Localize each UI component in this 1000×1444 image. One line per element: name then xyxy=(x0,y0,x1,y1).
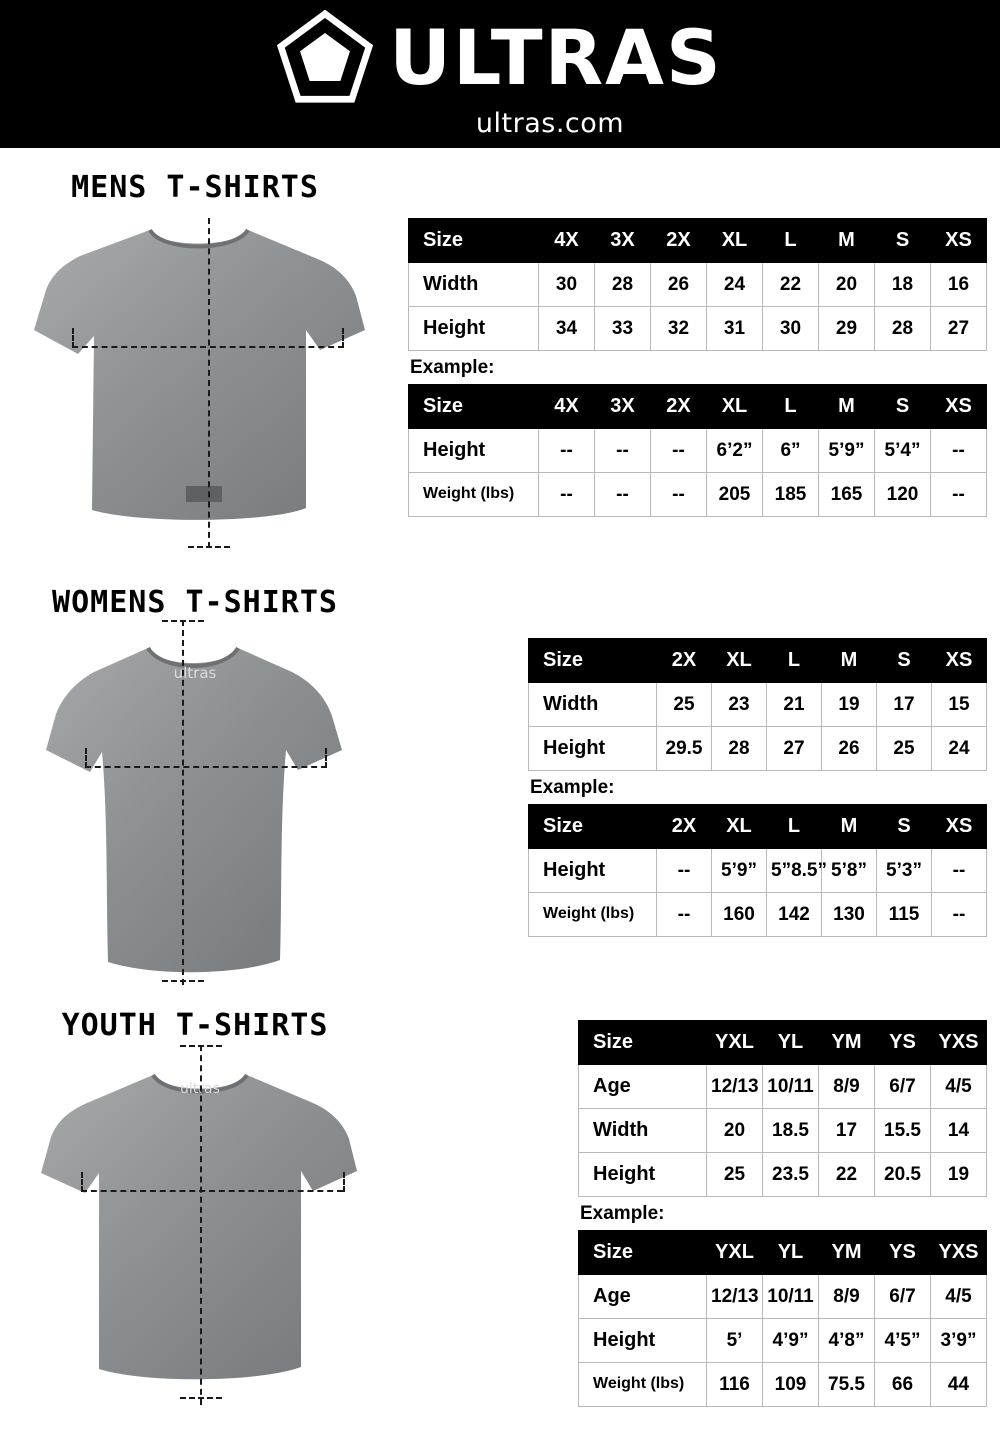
cell: 28 xyxy=(595,263,651,307)
column-header: 2X xyxy=(657,639,712,683)
cell: -- xyxy=(932,849,987,893)
cell: 116 xyxy=(707,1363,763,1407)
column-header: 2X xyxy=(651,219,707,263)
table-row xyxy=(579,1319,987,1363)
cell: 120 xyxy=(875,473,931,517)
cell: 4/5 xyxy=(931,1275,987,1319)
column-header: S xyxy=(877,805,932,849)
column-header: L xyxy=(767,805,822,849)
cell: -- xyxy=(595,473,651,517)
svg-text:ultras: ultras xyxy=(180,1081,220,1097)
cell: 3’9” xyxy=(931,1319,987,1363)
row-label: Age xyxy=(579,1065,707,1109)
womens-tshirt-image xyxy=(30,620,360,985)
column-header: 2X xyxy=(657,805,712,849)
cell: 14 xyxy=(931,1109,987,1153)
cell: 17 xyxy=(877,683,932,727)
cell: 8/9 xyxy=(819,1275,875,1319)
column-header: 4X xyxy=(539,219,595,263)
cell: 31 xyxy=(707,307,763,351)
cell: 29.5 xyxy=(657,727,712,771)
cell: 25 xyxy=(877,727,932,771)
table-header-row xyxy=(529,639,987,683)
cell: 16 xyxy=(931,263,987,307)
column-header: 3X xyxy=(595,385,651,429)
youth-size-table xyxy=(578,1020,987,1407)
cell: 23.5 xyxy=(763,1153,819,1197)
mens-tshirt-image xyxy=(20,218,380,548)
cell: 23 xyxy=(712,683,767,727)
cell: 25 xyxy=(657,683,712,727)
row-label: Weight (lbs) xyxy=(529,893,657,937)
cell: 5’9” xyxy=(712,849,767,893)
table-header-row xyxy=(409,219,987,263)
youth-example-label: Example: xyxy=(580,1203,665,1224)
cell: 75.5 xyxy=(819,1363,875,1407)
column-header: YS xyxy=(875,1231,931,1275)
row-label: Height xyxy=(579,1319,707,1363)
cell: 160 xyxy=(712,893,767,937)
cell: 26 xyxy=(822,727,877,771)
column-header: 2X xyxy=(651,385,707,429)
row-label: Height xyxy=(409,429,539,473)
mens-size-table xyxy=(408,218,987,517)
cell: 19 xyxy=(931,1153,987,1197)
cell: 109 xyxy=(763,1363,819,1407)
cell: 4/5 xyxy=(931,1065,987,1109)
column-header: XL xyxy=(707,219,763,263)
column-header: Size xyxy=(529,805,657,849)
cell: 4’5” xyxy=(875,1319,931,1363)
brand-logo xyxy=(0,0,1000,148)
column-header: 3X xyxy=(595,219,651,263)
column-header: YM xyxy=(819,1021,875,1065)
cell: 4’8” xyxy=(819,1319,875,1363)
cell: 4’9” xyxy=(763,1319,819,1363)
womens-size-table xyxy=(528,638,987,937)
column-header: M xyxy=(822,639,877,683)
column-header: M xyxy=(819,385,875,429)
logo-row xyxy=(277,10,722,106)
cell: -- xyxy=(657,849,712,893)
table-row xyxy=(529,683,987,727)
column-header: YS xyxy=(875,1021,931,1065)
row-label: Height xyxy=(529,727,657,771)
column-header: Size xyxy=(579,1231,707,1275)
cell: 18 xyxy=(875,263,931,307)
column-header: YL xyxy=(763,1021,819,1065)
svg-text:ultras: ultras xyxy=(173,664,217,682)
cell: 12/13 xyxy=(707,1275,763,1319)
column-header: YL xyxy=(763,1231,819,1275)
cell: -- xyxy=(651,429,707,473)
mens-example-table xyxy=(408,384,987,517)
brand-website: ultras.com xyxy=(475,107,625,139)
column-header: 4X xyxy=(539,385,595,429)
table-row xyxy=(409,263,987,307)
column-header: M xyxy=(819,219,875,263)
column-header: L xyxy=(763,219,819,263)
table-header-row xyxy=(529,805,987,849)
table-row xyxy=(579,1153,987,1197)
row-label: Age xyxy=(579,1275,707,1319)
table-row xyxy=(529,849,987,893)
youth-tshirt-image xyxy=(25,1045,375,1405)
row-label: Weight (lbs) xyxy=(579,1363,707,1407)
cell: 5’4” xyxy=(875,429,931,473)
cell: 12/13 xyxy=(707,1065,763,1109)
cell: -- xyxy=(595,429,651,473)
cell: 44 xyxy=(931,1363,987,1407)
cell: 115 xyxy=(877,893,932,937)
cell: 185 xyxy=(763,473,819,517)
cell: 165 xyxy=(819,473,875,517)
table-row xyxy=(579,1065,987,1109)
cell: 27 xyxy=(767,727,822,771)
cell: 6” xyxy=(763,429,819,473)
column-header: Size xyxy=(409,385,539,429)
column-header: XS xyxy=(931,219,987,263)
row-label: Weight (lbs) xyxy=(409,473,539,517)
cell: 32 xyxy=(651,307,707,351)
table-row xyxy=(529,893,987,937)
cell: 20.5 xyxy=(875,1153,931,1197)
cell: 26 xyxy=(651,263,707,307)
cell: 30 xyxy=(539,263,595,307)
row-label: Height xyxy=(409,307,539,351)
page-header xyxy=(0,0,1000,148)
cell: 15.5 xyxy=(875,1109,931,1153)
cell: 5’8” xyxy=(822,849,877,893)
column-header: Size xyxy=(409,219,539,263)
cell: 66 xyxy=(875,1363,931,1407)
cell: 20 xyxy=(707,1109,763,1153)
column-header: L xyxy=(763,385,819,429)
cell: 15 xyxy=(932,683,987,727)
column-header: YXL xyxy=(707,1021,763,1065)
column-header: Size xyxy=(529,639,657,683)
cell: -- xyxy=(651,473,707,517)
column-header: XL xyxy=(712,805,767,849)
mens-section-title: MENS T-SHIRTS xyxy=(71,170,319,205)
cell: 27 xyxy=(931,307,987,351)
womens-section-title: WOMENS T-SHIRTS xyxy=(52,585,338,620)
table-row xyxy=(579,1109,987,1153)
cell: 24 xyxy=(707,263,763,307)
table-row xyxy=(579,1363,987,1407)
cell: -- xyxy=(931,429,987,473)
column-header: XS xyxy=(932,639,987,683)
cell: 142 xyxy=(767,893,822,937)
cell: -- xyxy=(539,473,595,517)
table-row xyxy=(409,429,987,473)
cell: 5’9” xyxy=(819,429,875,473)
column-header: YXS xyxy=(931,1021,987,1065)
column-header: M xyxy=(822,805,877,849)
cell: 205 xyxy=(707,473,763,517)
table-header-row xyxy=(409,385,987,429)
row-label: Height xyxy=(579,1153,707,1197)
cell: 6/7 xyxy=(875,1065,931,1109)
column-header: YM xyxy=(819,1231,875,1275)
cell: 24 xyxy=(932,727,987,771)
column-header: Size xyxy=(579,1021,707,1065)
cell: 19 xyxy=(822,683,877,727)
cell: 10/11 xyxy=(763,1065,819,1109)
youth-section-title: YOUTH T-SHIRTS xyxy=(61,1008,329,1043)
row-label: Width xyxy=(529,683,657,727)
cell: 6/7 xyxy=(875,1275,931,1319)
cell: 29 xyxy=(819,307,875,351)
cell: 21 xyxy=(767,683,822,727)
womens-example-label: Example: xyxy=(530,777,615,798)
womens-example-table xyxy=(528,804,987,937)
table-row xyxy=(529,727,987,771)
table-row xyxy=(409,473,987,517)
cell: 28 xyxy=(712,727,767,771)
youth-example-table xyxy=(578,1230,987,1407)
cell: 130 xyxy=(822,893,877,937)
cell: 22 xyxy=(819,1153,875,1197)
table-header-row xyxy=(579,1231,987,1275)
cell: 33 xyxy=(595,307,651,351)
cell: 20 xyxy=(819,263,875,307)
cell: -- xyxy=(931,473,987,517)
table-row xyxy=(579,1275,987,1319)
table-header-row xyxy=(579,1021,987,1065)
cell: -- xyxy=(657,893,712,937)
column-header: XL xyxy=(707,385,763,429)
cell: 17 xyxy=(819,1109,875,1153)
cell: 10/11 xyxy=(763,1275,819,1319)
cell: 28 xyxy=(875,307,931,351)
cell: 18.5 xyxy=(763,1109,819,1153)
brand-name: ULTRAS xyxy=(389,12,723,102)
column-header: S xyxy=(875,219,931,263)
column-header: XL xyxy=(712,639,767,683)
column-header: L xyxy=(767,639,822,683)
column-header: S xyxy=(875,385,931,429)
row-label: Height xyxy=(529,849,657,893)
cell: 30 xyxy=(763,307,819,351)
mens-example-label: Example: xyxy=(410,357,495,378)
cell: 34 xyxy=(539,307,595,351)
column-header: YXL xyxy=(707,1231,763,1275)
cell: 6’2” xyxy=(707,429,763,473)
column-header: YXS xyxy=(931,1231,987,1275)
row-label: Width xyxy=(579,1109,707,1153)
cell: 8/9 xyxy=(819,1065,875,1109)
row-label: Width xyxy=(409,263,539,307)
table-row xyxy=(409,307,987,351)
cell: 22 xyxy=(763,263,819,307)
cell: 5”8.5” xyxy=(767,849,822,893)
pentagon-logo-icon xyxy=(277,10,373,106)
cell: -- xyxy=(932,893,987,937)
cell: 5’ xyxy=(707,1319,763,1363)
cell: 25 xyxy=(707,1153,763,1197)
column-header: S xyxy=(877,639,932,683)
cell: 5’3” xyxy=(877,849,932,893)
column-header: XS xyxy=(932,805,987,849)
column-header: XS xyxy=(931,385,987,429)
cell: -- xyxy=(539,429,595,473)
